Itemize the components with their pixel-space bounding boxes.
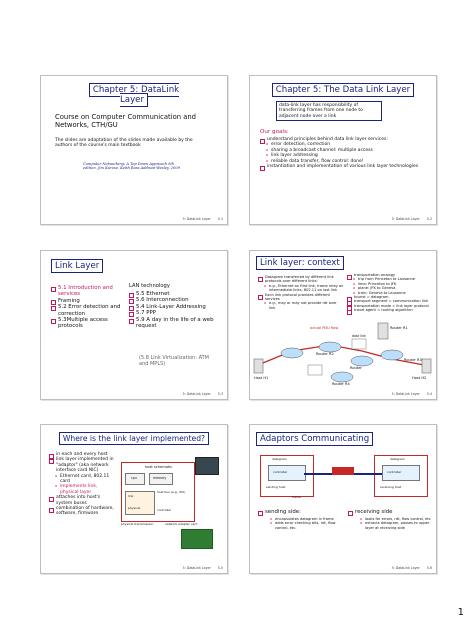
definition-box	[276, 101, 382, 121]
analogy-item: travel agent = routing algorithm	[347, 308, 433, 312]
network-diagram	[252, 321, 434, 389]
slide-title: Where is the link layer implemented?	[59, 432, 209, 445]
sender-controller	[268, 465, 306, 481]
context-left	[258, 275, 344, 310]
router-r1-stack	[378, 323, 388, 339]
router-label: Router	[350, 366, 362, 370]
subgoal-item: o reliable data transfer, flow control: done!	[266, 159, 425, 164]
physical-label: physical	[128, 506, 141, 510]
card-label: network adapter card	[165, 522, 198, 526]
left-topics	[51, 285, 121, 330]
topic-item: 5.5 Ethernet	[129, 291, 221, 297]
host-h2-label: Host H2	[412, 376, 427, 380]
footer-number: 5-4	[426, 392, 432, 396]
analogy-sub: o train: Geneva to Lausanne	[353, 291, 433, 295]
router-icon	[381, 350, 403, 360]
footer-number: 5-2	[426, 217, 432, 221]
frame-block	[332, 467, 354, 475]
slide-title: Link layer: context	[256, 256, 344, 270]
slide-title: Chapter 5: The Data Link Layer	[272, 83, 414, 97]
topic-item: 5.4 Link-Layer Addressing	[129, 304, 221, 310]
computer-icon	[195, 457, 219, 475]
router-icon	[331, 372, 353, 382]
receiving-item: o extracts datagram, passes to upper layer at receiving side	[360, 521, 432, 530]
frame-label: frame	[292, 495, 301, 499]
bus-label: host bus (e.g., PCI)	[157, 490, 186, 494]
router-icon	[281, 348, 303, 358]
context-right	[347, 273, 433, 313]
datagram-label: datagram	[390, 457, 405, 461]
adaptation-note: The slides are adaptation of the slides made available by the authors of the course's main textbook	[55, 138, 193, 149]
nic-item: combination of hardware, software, firmware	[49, 506, 117, 517]
right-topics	[129, 291, 221, 329]
host-h1-label: Host H1	[254, 376, 269, 380]
subgoal-item: o link layer addressing	[266, 153, 425, 158]
context-item: Each link protocol provides different services	[258, 293, 344, 302]
nic-bullets	[49, 452, 117, 517]
router-icon	[351, 356, 373, 366]
topic-item: 5.6 Interconnection	[129, 297, 221, 303]
slide-title: Link Layer	[51, 259, 103, 273]
host-schematic-label: host schematic	[145, 465, 173, 469]
controller-label: controller	[273, 470, 288, 474]
memory-label: memory	[153, 476, 167, 480]
router-icon	[319, 342, 341, 352]
page-number: 1	[457, 607, 464, 618]
analogy-item: transport segment = communication link	[347, 299, 433, 303]
footer-chapter: 5: DataLink Layer	[182, 392, 211, 396]
nic-item: link layer implemented in "adaptor" (aka network interface card NIC)	[49, 457, 117, 473]
cpu-box	[125, 473, 145, 485]
receiving-list	[354, 517, 432, 530]
slide-2	[249, 75, 437, 225]
receiving-side-label: receiving side	[348, 509, 392, 516]
lan-label: LAN technology	[129, 283, 170, 289]
slide-title: Adaptors Communicating	[256, 432, 373, 446]
slide-footer	[183, 217, 223, 221]
topic-item: 5.3Multiple access protocols	[51, 317, 121, 330]
definition-text: data-link layer has responsibility of transferring frames from one node to adjacent node over a link	[279, 103, 363, 119]
goals-label: Our goals:	[260, 129, 289, 135]
cpu-label: cpu	[131, 476, 137, 480]
footer-number: 5-1	[217, 217, 223, 221]
analogy-item: tourist = datagram	[347, 295, 433, 299]
goal-item: understand principles behind data link layer services:	[260, 137, 425, 142]
data-link-box	[352, 339, 366, 349]
receiver-controller	[382, 465, 420, 481]
slide-footer	[392, 217, 432, 221]
router-r1-label: Router R1	[390, 326, 408, 330]
subgoal-item: o error detection, correction	[266, 142, 425, 147]
network-card-icon	[181, 529, 213, 549]
slide-1	[40, 75, 228, 225]
receiving-host-label: receiving host	[380, 485, 402, 489]
pdu-label: actual PDU flow	[310, 326, 339, 330]
footer-chapter: 5: DataLink Layer	[182, 566, 211, 570]
receiving-label	[348, 509, 392, 516]
sending-item: o adds error checking bits, rdt, flow control, etc.	[270, 521, 342, 530]
footer-number: 5-6	[426, 566, 432, 570]
slide-footer	[183, 566, 223, 570]
link-label: link	[128, 494, 134, 498]
goal-item: instantiation and implementation of various link layer technologies	[260, 164, 425, 169]
memory-box	[149, 473, 173, 485]
controller-label: controller	[387, 470, 402, 474]
aside-note: (5.8 Link Virtualization: ATM and MPLS)	[139, 355, 209, 367]
sending-label	[258, 509, 301, 516]
topic-item: 5.1 Introduction and services	[51, 285, 121, 298]
slide-footer	[392, 392, 432, 396]
subgoal-item: o sharing a broadcast channel: multiple access	[266, 148, 425, 153]
data-link-label: data link	[352, 334, 366, 338]
slide-title: Chapter 5: DataLink Layer	[89, 83, 179, 107]
topic-item: 5.2 Error detection and correction	[51, 304, 121, 317]
context-item: Datagram transferred by different link protocols over different links:	[258, 275, 344, 284]
footer-chapter: 5: DataLink Layer	[391, 566, 420, 570]
router-r2-label: Router R2	[316, 352, 334, 356]
course-text: Course on Computer Communication and Networks, CTH/GU	[55, 113, 196, 129]
slide-5	[40, 424, 228, 574]
nic-sub: o implements link, physical layer	[55, 484, 117, 495]
footer-chapter: 5: DataLink Layer	[391, 217, 420, 221]
transmission-label: physical transmission	[121, 522, 154, 526]
book-reference: Computer Networking: A Top Down Approach 5th edition. Jim Kurose, Keith Ross Addison-Wesley, 2009	[83, 162, 180, 171]
footer-chapter: 5: DataLink Layer	[391, 392, 420, 396]
sending-list	[264, 517, 342, 530]
datagram-label: datagram	[272, 457, 287, 461]
slide-6	[249, 424, 437, 574]
nic-item: in each and every host	[49, 452, 117, 457]
topic-item: Framing	[51, 298, 121, 304]
topic-item: 5.7 PPP	[129, 310, 221, 316]
adapter-box	[125, 491, 155, 515]
controller-label: controller	[157, 508, 172, 512]
analogy-sub: o limo: Princeton to JFK	[353, 282, 433, 286]
router-r4-label: Router R4	[332, 382, 350, 386]
data-link-box	[308, 365, 322, 375]
footer-number: 5-3	[217, 392, 223, 396]
footer-number: 5-5	[217, 566, 223, 570]
analogy-sub: o trip from Princeton to Lausanne	[353, 277, 433, 281]
nic-sub: o Ethernet card, 802.11 card	[55, 474, 117, 485]
sending-host-label: sending host	[266, 485, 286, 489]
router-r3-label: Router R3	[404, 358, 422, 362]
slide-3	[40, 250, 228, 400]
context-sub: o e.g., Ethernet on first link, frame relay on intermediate links, 802.11 on last link	[264, 284, 344, 293]
host-h1-stack	[254, 359, 263, 373]
goals-list	[260, 137, 425, 169]
slide-footer	[392, 566, 432, 570]
context-sub: o e.g., may or may not provide rdt over link	[264, 301, 344, 310]
analogy-sub: o plane: JFK to Geneva	[353, 286, 433, 290]
slide-4	[249, 250, 437, 400]
analogy-item: transportation mode = link layer protocol	[347, 304, 433, 308]
analogy-item: transportation analogy	[347, 273, 433, 277]
slide-footer	[183, 392, 223, 396]
topic-item: 5.9 A day in the life of a web request	[129, 317, 221, 330]
receiving-item: o looks for errors, rdt, flow control, etc	[360, 517, 432, 521]
host-h2-stack	[422, 359, 431, 373]
nic-item: attaches into host's system buses	[49, 495, 117, 506]
sending-side-label: sending side:	[258, 509, 301, 516]
footer-chapter: 5: DataLink Layer	[182, 217, 211, 221]
sending-item: o encapsulates datagram in frame	[270, 517, 342, 521]
